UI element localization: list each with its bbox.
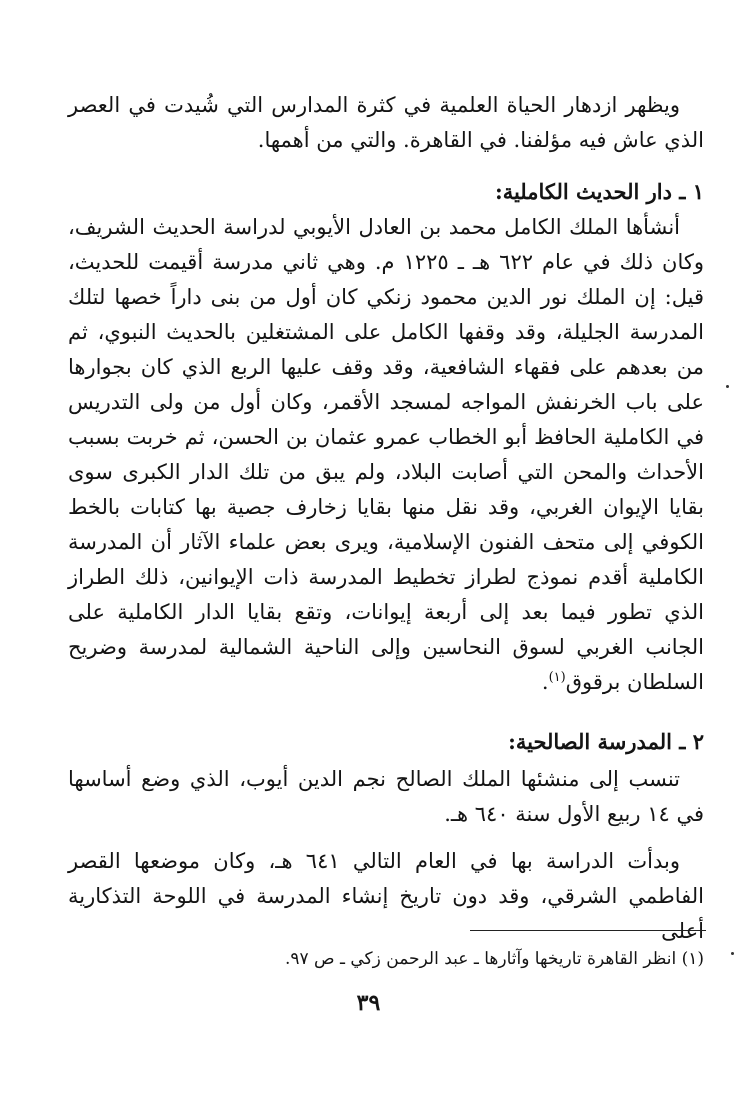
kamiliyya-paragraph (68, 210, 704, 700)
kamiliyya-paragraph-text: أنشأها الملك الكامل محمد بن العادل الأيوبي لدراسة الحديث الشريف، وكان ذلك في عام ٦٢٢ هـ ـ ١٢٢٥ م. وهي ثاني مدرسة أقيمت للحديث، قيل: إن الملك نور الدين محمود زنكي كان أول من بنى داراً خصها لتلك المدرسة الجليلة، وقد وقفها الكامل على المشتغلين بالحديث النبوي، ثم من بعدهم على فقهاء الشافعية، وقد وقف عليها الربع الذي كان بجوارها على باب الخرنفش المواجه لمسجد الأقمر، وكان أول من ولى التدريس في الكاملية الحافظ أبو الخطاب عمرو عثمان بن الحسن، ثم خربت بسبب الأحداث والمحن التي أصابت البلاد، ولم يبق من تلك الدار الكبرى سوى بقايا الإيوان الغربي، وقد نقل منها بقايا زخارف جصية بها كتابات بالخط الكوفي إلى متحف الفنون الإسلامية، ويرى بعض علماء الآثار أن المدرسة الكاملية أقدم نموذج لطراز تخطيط المدرسة ذات الإيوانين، ذلك الطراز الذي تطور فيما بعد إلى أربعة إيوانات، وتقع بقايا الدار الكاملية على الجانب الغربي لسوق النحاسين وإلى الناحية الشمالية لمدرسة وضريح السلطان برقوق (68, 215, 705, 694)
footnote-reference-mark: (١) (548, 670, 566, 685)
kamiliyya-paragraph-end: . (541, 670, 549, 694)
section-heading-salihiyya: ٢ ـ المدرسة الصالحية: (508, 729, 704, 754)
study-start-paragraph: وبدأت الدراسة بها في العام التالي ٦٤١ هـ، وكان موضعها القصر الفاطمي الشرقي، وقد دون تاريخ إنشاء المدرسة في اللوحة التذكارية أعلى (68, 849, 704, 943)
section-heading-kamiliyya: ١ ـ دار الحديث الكاملية: (494, 179, 704, 204)
footnote-divider (470, 930, 706, 931)
scan-speck (726, 385, 729, 388)
scan-speck (731, 952, 734, 955)
intro-paragraph: ويظهر ازدهار الحياة العلمية في كثرة المدارس التي شُيدت في العصر الذي عاش فيه مؤلفنا. في القاهرة. والتي من أهمها. (68, 93, 704, 152)
salihiyya-paragraph: تنسب إلى منشئها الملك الصالح نجم الدين أيوب، الذي وضع أساسها في ١٤ ربيع الأول سنة ٦٤٠ هـ. (68, 767, 704, 826)
footnote-text: (١) انظر القاهرة تاريخها وآثارها ـ عبد الرحمن زكي ـ ص ٩٧. (284, 949, 704, 969)
page-number: ٣٩ (356, 990, 381, 1016)
